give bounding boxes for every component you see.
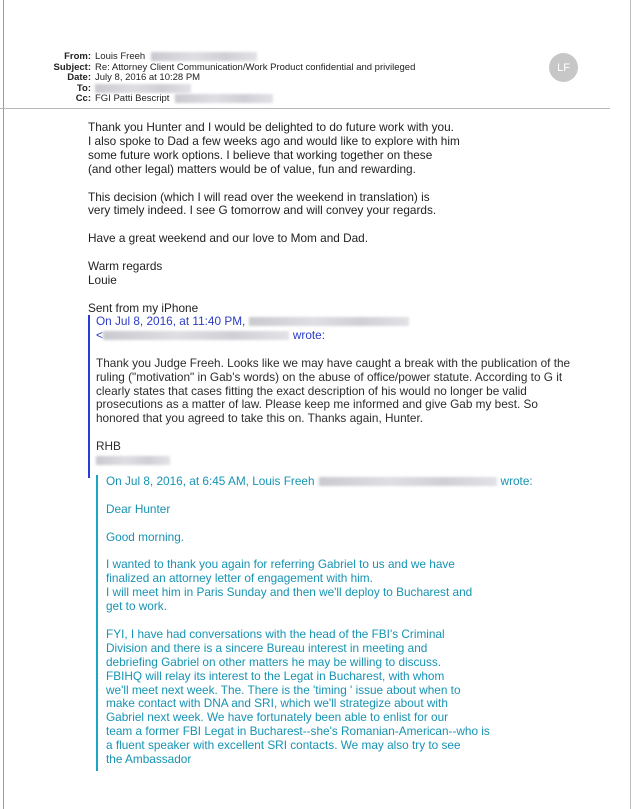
- from-label: From:: [64, 51, 91, 62]
- cc-label: Cc:: [75, 93, 91, 105]
- message-paragraph: Have a great weekend and our love to Mom and Dad.: [88, 231, 369, 246]
- redacted-address: [103, 331, 289, 340]
- page-border-left: [3, 0, 4, 809]
- quote2-paragraph: I wanted to thank you again for referring Gabriel to us and we have finalized an attorney letter of engagement with him. I will meet him in Paris Sunday and then we'll deploy to Bucharest and get to work.: [106, 557, 473, 614]
- cc-name: FGI Patti Bescript: [95, 93, 170, 105]
- quote1-body: Thank you Judge Freeh. Looks like we may have caught a break with the publication of the ruling ("motivation" in Gab's words) on the abuse of office/power statute. According to G it clearly states that cases fitting the exact description of his would no longer be valid prosecutions as a matter of law. Please keep me informed and give Gab my best. So honored that you agreed to take this on. Thanks again, Hunter.: [96, 355, 571, 426]
- subject-label: Subject:: [53, 61, 91, 73]
- quote2-paragraph: FYI, I have had conversations with the head of the FBI's Criminal Division and there is a sincere Bureau interest in meeting and debriefing Gabriel on other matters he may be willing to discuss. FBIHQ will relay its interest to the Legat in Bucharest, with whom we'll meet next week. The. There is the 'timing ' issue about when to make contact with DNA and SRI, which we'll strategize about with Gabriel next week. We have fortunately been able to enlist for our team a former FBI Legat in Bucharest--she's Romanian-American--who is a fluent speaker with excellent SRI contacts. We may also try to see the Ambassador: [106, 626, 490, 767]
- subject-value: Re: Attorney Client Communication/Work Product confidential and privileged: [95, 61, 416, 73]
- cc-value[interactable]: [95, 94, 273, 105]
- date-label: Date:: [67, 72, 91, 84]
- quote2-line: Good morning.: [106, 529, 185, 544]
- message-paragraph: This decision (which I will read over the weekend in translation) is very timely indeed. I see G tomorrow and will convey your regards.: [88, 189, 437, 218]
- from-name: Louis Freeh: [95, 51, 146, 63]
- cc-row: [0, 94, 600, 105]
- message-signature: Warm regards Louie: [88, 259, 163, 287]
- quote2-header: [106, 475, 610, 489]
- sent-from-line: Sent from my iPhone: [88, 300, 199, 315]
- message-paragraph: Thank you Hunter and I would be delighted to do future work with you. I also spoke to Dad a few weeks ago and would like to explore with him some future work options. I believe that working together on these (and other legal) matters would be of value, fun and rewarding.: [88, 120, 460, 176]
- quoted-message-1: [88, 315, 610, 478]
- redacted-cc-email: [175, 94, 273, 103]
- from-row: [0, 52, 600, 63]
- quote1-header-suffix: wrote:: [292, 327, 326, 342]
- quote1-signature: [96, 440, 610, 468]
- redacted-sender-email: [319, 477, 497, 486]
- redacted-recipient: [95, 84, 191, 93]
- redacted-sender: [249, 317, 409, 326]
- quote2-header-suffix: wrote:: [500, 474, 533, 488]
- page-border-right: [630, 0, 631, 809]
- quote1-sign: RHB: [96, 439, 121, 454]
- quote1-header-prefix: On Jul 8, 2016, at 11:40 PM,: [96, 314, 246, 328]
- quote2-header-prefix: On Jul 8, 2016, at 6:45 AM, Louis Freeh: [106, 474, 315, 488]
- quoted-message-2: [96, 475, 610, 771]
- message-body: [88, 121, 608, 330]
- quote1-header-bracket: <: [96, 327, 103, 342]
- header-divider: [0, 108, 610, 109]
- redacted-phone: [96, 456, 170, 465]
- redacted-email: [151, 52, 257, 61]
- to-label: To:: [76, 82, 91, 94]
- quote1-header: [96, 315, 610, 343]
- avatar: LF: [549, 53, 578, 82]
- email-header: [0, 52, 600, 105]
- quote2-greeting: Dear Hunter: [106, 501, 171, 516]
- date-value: July 8, 2016 at 10:28 PM: [95, 72, 201, 84]
